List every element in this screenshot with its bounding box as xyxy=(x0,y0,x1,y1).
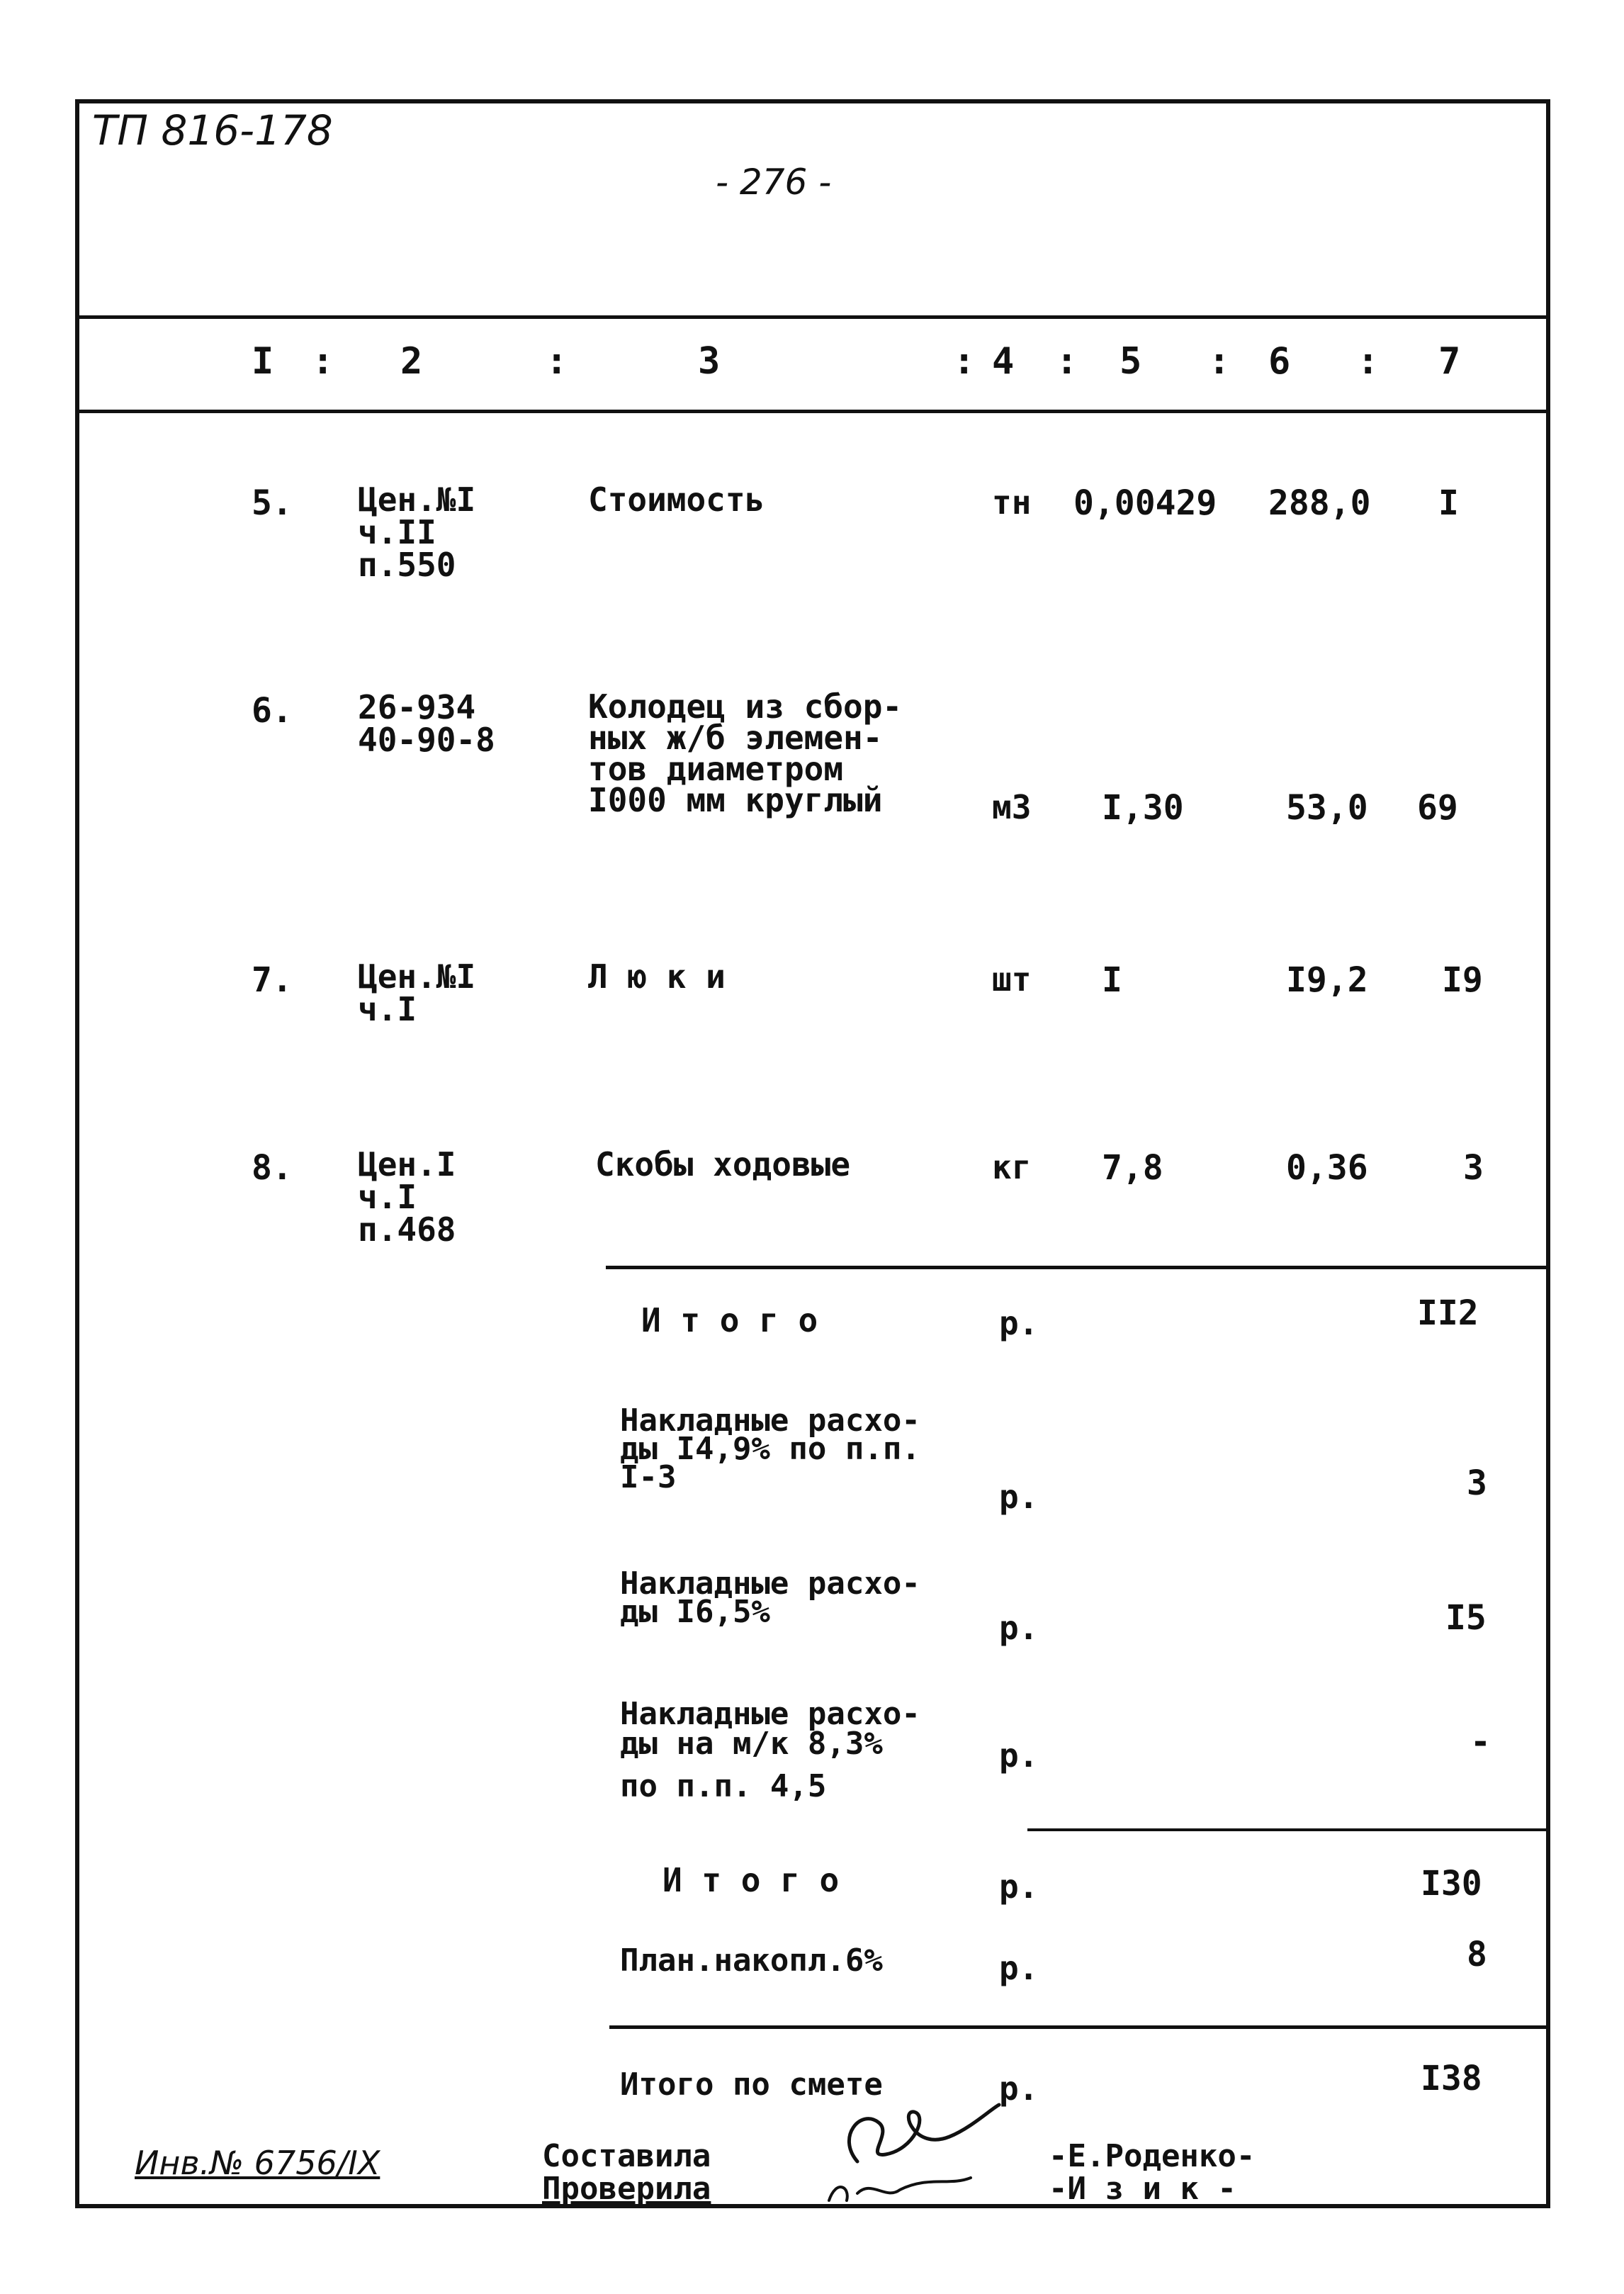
col-3-label: 3 xyxy=(698,340,721,383)
summary-value: 3 xyxy=(1467,1463,1487,1503)
summary-label: План.накопл.6% xyxy=(620,1942,883,1979)
col-sep: : xyxy=(1056,340,1078,383)
col-4-label: 4 xyxy=(992,340,1015,383)
row-price: 53,0 xyxy=(1286,788,1368,828)
row-total: 3 xyxy=(1463,1148,1484,1188)
row-quantity: I xyxy=(1102,960,1122,1000)
col-5-label: 5 xyxy=(1120,340,1142,383)
summary-label: И т о г о xyxy=(641,1301,818,1339)
row-unit: тн xyxy=(992,483,1032,522)
checked-name: -И з и к - xyxy=(1049,2171,1236,2207)
subtotal-divider xyxy=(1027,1828,1546,1831)
col-1-label: I xyxy=(252,340,274,383)
summary-unit: р. xyxy=(999,1949,1039,1987)
summary-label: Итого по смете xyxy=(620,2067,883,2103)
row-code: Цен.№I ч.I xyxy=(358,957,476,1028)
checked-label: Проверила xyxy=(542,2171,711,2207)
row-code: Цен.I ч.I п.468 xyxy=(358,1145,456,1249)
summary-value: I38 xyxy=(1421,2059,1482,2098)
row-name: Л ю к и xyxy=(588,957,726,996)
col-sep: : xyxy=(1357,340,1380,383)
page-number: - 276 - xyxy=(716,162,832,203)
row-number: 5. xyxy=(252,483,293,523)
row-price: 288,0 xyxy=(1268,483,1371,523)
compiled-label: Составила xyxy=(542,2138,711,2174)
summary-value: I5 xyxy=(1445,1598,1487,1638)
summary-unit: р. xyxy=(999,1609,1039,1647)
summary-divider xyxy=(606,1266,1546,1269)
summary-label: И т о г о xyxy=(662,1861,840,1899)
row-number: 6. xyxy=(252,691,293,731)
summary-value: I30 xyxy=(1421,1864,1482,1904)
row-quantity: I,30 xyxy=(1102,788,1184,828)
row-quantity: 0,00429 xyxy=(1073,483,1217,523)
summary-label: Накладные расхо- ды I6,5% xyxy=(620,1565,920,1630)
row-number: 7. xyxy=(252,960,293,1000)
inventory-number: Инв.№ 6756/IX xyxy=(135,2144,380,2182)
summary-unit: р. xyxy=(999,1867,1039,1906)
signature-roles xyxy=(542,2140,711,2205)
summary-label: Накладные расхо- ды на м/к 8,3% по п.п. 4,5 xyxy=(620,1696,920,1804)
row-unit: шт xyxy=(992,960,1032,999)
col-2-label: 2 xyxy=(400,340,423,383)
row-unit: кг xyxy=(992,1148,1032,1186)
row-total: I9 xyxy=(1442,960,1483,1000)
col-sep: : xyxy=(953,340,976,383)
row-price: 0,36 xyxy=(1286,1148,1368,1188)
row-total: 69 xyxy=(1417,788,1458,828)
row-quantity: 7,8 xyxy=(1102,1148,1163,1188)
summary-unit: р. xyxy=(999,1304,1039,1342)
total-divider xyxy=(609,2025,1546,2029)
summary-value: 8 xyxy=(1467,1935,1487,1974)
summary-value: II2 xyxy=(1417,1293,1479,1333)
row-price: I9,2 xyxy=(1286,960,1368,1000)
col-sep: : xyxy=(546,340,568,383)
summary-unit: р. xyxy=(999,1478,1039,1516)
row-name: Скобы ходовые xyxy=(595,1145,851,1183)
summary-value: - xyxy=(1470,1722,1491,1762)
row-code: 26-934 40-90-8 xyxy=(358,688,495,759)
summary-unit: р. xyxy=(999,1736,1039,1775)
summary-unit: р. xyxy=(999,2069,1039,2108)
compiled-name: -Е.Роденко- xyxy=(1049,2138,1256,2174)
doc-code: ТП 816-178 xyxy=(92,106,333,154)
row-name: Колодец из сбор- ных ж/б элемен- тов диаметром I000 мм круглый xyxy=(588,687,903,819)
row-number: 8. xyxy=(252,1148,293,1188)
col-6-label: 6 xyxy=(1268,340,1291,383)
row-name: Стоимость xyxy=(588,480,765,519)
row-unit: м3 xyxy=(992,788,1032,826)
summary-label: Накладные расхо- ды I4,9% по п.п. I-3 xyxy=(620,1402,920,1495)
row-total: I xyxy=(1438,483,1459,523)
row-code: Цен.№I ч.II п.550 xyxy=(358,480,476,584)
col-sep: : xyxy=(312,340,334,383)
col-7-label: 7 xyxy=(1438,340,1461,383)
col-sep: : xyxy=(1208,340,1231,383)
header-divider xyxy=(79,315,1546,319)
column-row-divider xyxy=(79,410,1546,413)
signature-names xyxy=(1049,2140,1255,2205)
signature-image xyxy=(808,2094,1020,2208)
